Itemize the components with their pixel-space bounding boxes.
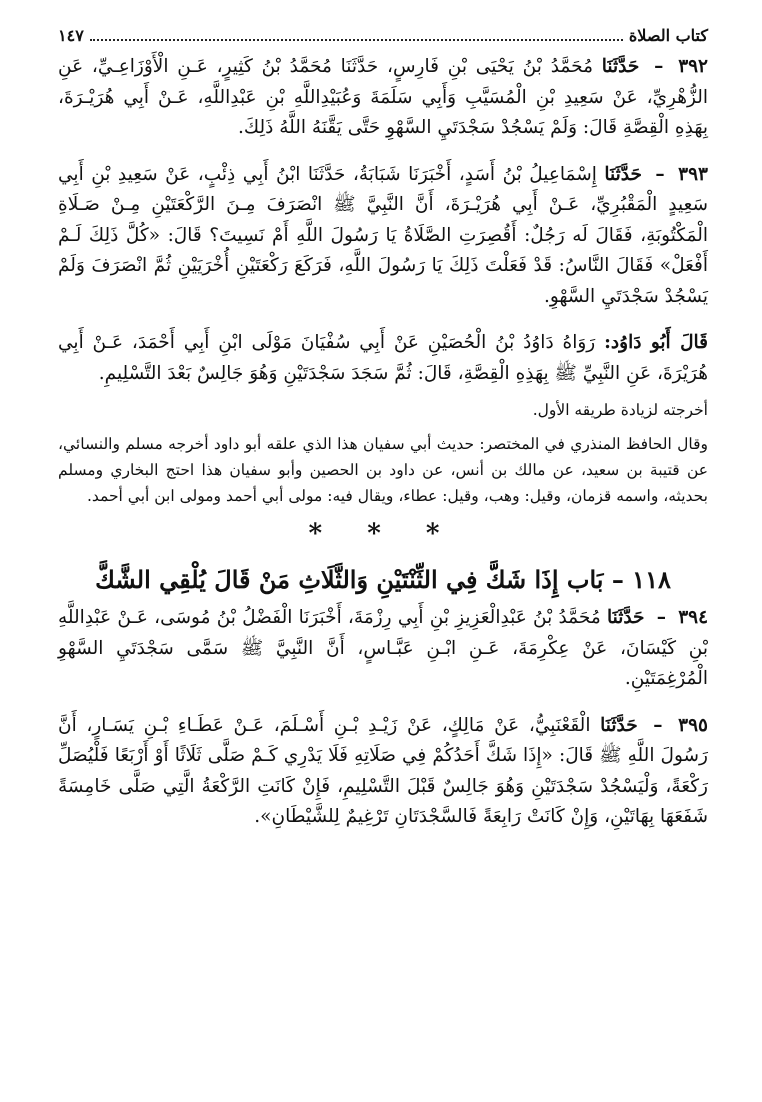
hadith-number: ٣٩٥ xyxy=(678,714,708,736)
hadith-number: ٣٩٣ xyxy=(678,163,708,185)
hadith-dash: – xyxy=(656,607,666,628)
hadith-393 xyxy=(58,160,708,313)
hadith-number: ٣٩٢ xyxy=(678,56,708,77)
chapter-number: ١١٨ xyxy=(632,565,671,594)
leader-dots xyxy=(90,39,623,41)
hadith-lead-word: حَدَّثَنَا xyxy=(606,607,645,628)
takhrij-line-2: وقال الحافظ المنذري في المختصر: حديث أبي سفيان هذا الذي علقه أبو داود أخرجه مسلم والنسائي، عن قتيبة بن سعيد، عن مالك بن أنس، عن داود بن الحصين وأبو سفيان هذا احتج البخاري ومسلم بحديثه، واسمه قزمان، وقيل: وهب، وقيل: عطاء، ويقال فيه: مولى أبي أحمد ومولى ابن أبي أحمد. xyxy=(58,435,708,505)
chapter-title: – بَاب إِذَا شَكَّ فِي الثِّنْتَيْنِ وَالثَّلَاثِ مَنْ قَالَ يُلْقِي الشَّكَّ xyxy=(95,565,624,594)
abu-dawud-note xyxy=(58,328,708,389)
hadith-392 xyxy=(58,52,708,144)
hadith-dash: – xyxy=(654,56,664,77)
hadith-text: الْقَعْنَبِيُّ، عَنْ مَالِكٍ، عَنْ زَيْـدِ بْـنِ أَسْـلَمَ، عَـنْ عَطَـاءِ بْـنِ يَسَـارٍ، أَنَّ رَسُولَ اللَّهِ ﷺ قَالَ: «إِذَا شَكَّ أَحَدُكُمْ فِي صَلَاتِهِ فَلَا يَدْرِي كَـمْ صَلَّى ثَلَاثًا أَوْ أَرْبَعًا فَلْيُصَلِّ رَكْعَةً، وَلْيَسْجُدْ سَجْدَتَيْنِ وَهُوَ جَالِسٌ قَبْلَ التَّسْلِيمِ، فَإِنْ كَانَتِ الرَّكْعَةُ الَّتِي صَلَّى خَامِسَةً شَفَعَهَا بِهَاتَيْنِ، وَإِنْ كَانَتْ رَابِعَةً فَالسَّجْدَتَانِ تَرْغِيمٌ لِلشَّيْطَانِ». xyxy=(58,714,708,827)
hadith-number: ٣٩٤ xyxy=(678,607,709,628)
page-number: ١٤٧ xyxy=(58,26,84,45)
section-separator: * * * xyxy=(308,519,458,549)
running-head-title: كتاب الصلاة xyxy=(628,26,708,45)
hadith-text: مُحَمَّدُ بْنُ يَحْيَى بْنِ فَارِسٍ، حَدَّثَنَا مُحَمَّدُ بْنُ كَثِيرٍ، عَـنِ الْأَوْزَاعِـيِّ، عَنِ الزُّهْرِيِّ، عَنْ سَعِيدِ بْنِ الْمُسَيَّبِ وَأَبِي سَلَمَةَ وَعُبَيْدِاللَّهِ بْنِ عَبْدِاللَّهِ، عَـنْ أَبِي هُرَيْـرَةَ، بِهَذِهِ الْقِصَّةِ قَالَ: وَلَمْ يَسْجُدْ سَجْدَتَيِ السَّهْوِ حَتَّى يَقَّنَهُ اللَّهُ ذَلِكَ. xyxy=(58,56,708,138)
hadith-dash: – xyxy=(653,714,663,736)
chapter-heading xyxy=(58,561,708,599)
note-text: رَوَاهُ دَاوُدُ بْنُ الْحُصَيْنِ عَنْ أَبِي سُفْيَانَ مَوْلَى ابْنِ أَبِي أَحْمَدَ، عَـنْ أَبِي هُرَيْرَةَ، عَنِ النَّبِيِّ ﷺ بِهَذِهِ الْقِصَّةِ، قَالَ: ثُمَّ سَجَدَ سَجْدَتَيْنِ وَهُوَ جَالِسٌ بَعْدَ التَّسْلِيمِ. xyxy=(58,332,708,384)
hadith-395 xyxy=(58,711,708,833)
hadith-text: إِسْمَاعِيلُ بْنُ أَسَدٍ، أَخْبَرَنَا شَبَابَةُ، حَدَّثَنَا ابْنُ أَبِي ذِئْبٍ، عَنْ سَعِيدِ بْنِ أَبِي سَعِيدٍ الْمَقْبُرِيِّ، عَـنْ أَبِي هُرَيْـرَةَ، أَنَّ النَّبِيَّ ﷺ انْصَرَفَ مِـنَ الرَّكْعَتَيْنِ مِـنْ صَـلَاةِ الْمَكْتُوبَةِ، فَقَالَ لَه رَجُلٌ: أَقُصِرَتِ الصَّلَاةُ يَا رَسُولَ اللَّهِ أَمْ نَسِيتَ؟ قَالَ: «كُلَّ ذَلِكَ لَـمْ أَفْعَلْ» فَقَالَ النَّاسُ: قَدْ فَعَلْتَ ذَلِكَ يَا رَسُولَ اللَّهِ، فَرَكَعَ رَكْعَتَيْنِ أُخْرَيَيْنِ ثُمَّ انْصَرَفَ وَلَمْ يَسْجُدْ سَجْدَتَيِ السَّهْوِ. xyxy=(58,163,708,307)
hadith-lead-word: حَدَّثَنَا xyxy=(604,163,642,185)
note-speaker: قَالَ أَبُو دَاوُد: xyxy=(604,332,708,353)
takhrij-line-1: أخرجته لزيادة طريقه الأول. xyxy=(532,401,708,419)
hadith-lead-word: حَدَّثَنَا xyxy=(600,714,638,736)
hadith-text: مُحَمَّدُ بْنُ عَبْدِالْعَزِيزِ بْنِ أَبِي رِزْمَةَ، أَخْبَرَنَا الْفَضْلُ بْنُ مُوسَى، عَـنْ عَبْدِاللَّهِ بْنِ كَيْسَانَ، عَنْ عِكْرِمَةَ، عَـنِ ابْـنِ عَبَّـاسٍ، أَنَّ النَّبِيَّ ﷺ سَمَّى سَجْدَتَيِ السَّهْوِ الْمُرْغِمَتَيْنِ. xyxy=(58,607,708,689)
hadith-dash: – xyxy=(655,163,665,185)
hadith-394 xyxy=(58,603,708,695)
running-head xyxy=(58,24,708,48)
hadith-lead-word: حَدَّثَنَا xyxy=(601,56,640,77)
